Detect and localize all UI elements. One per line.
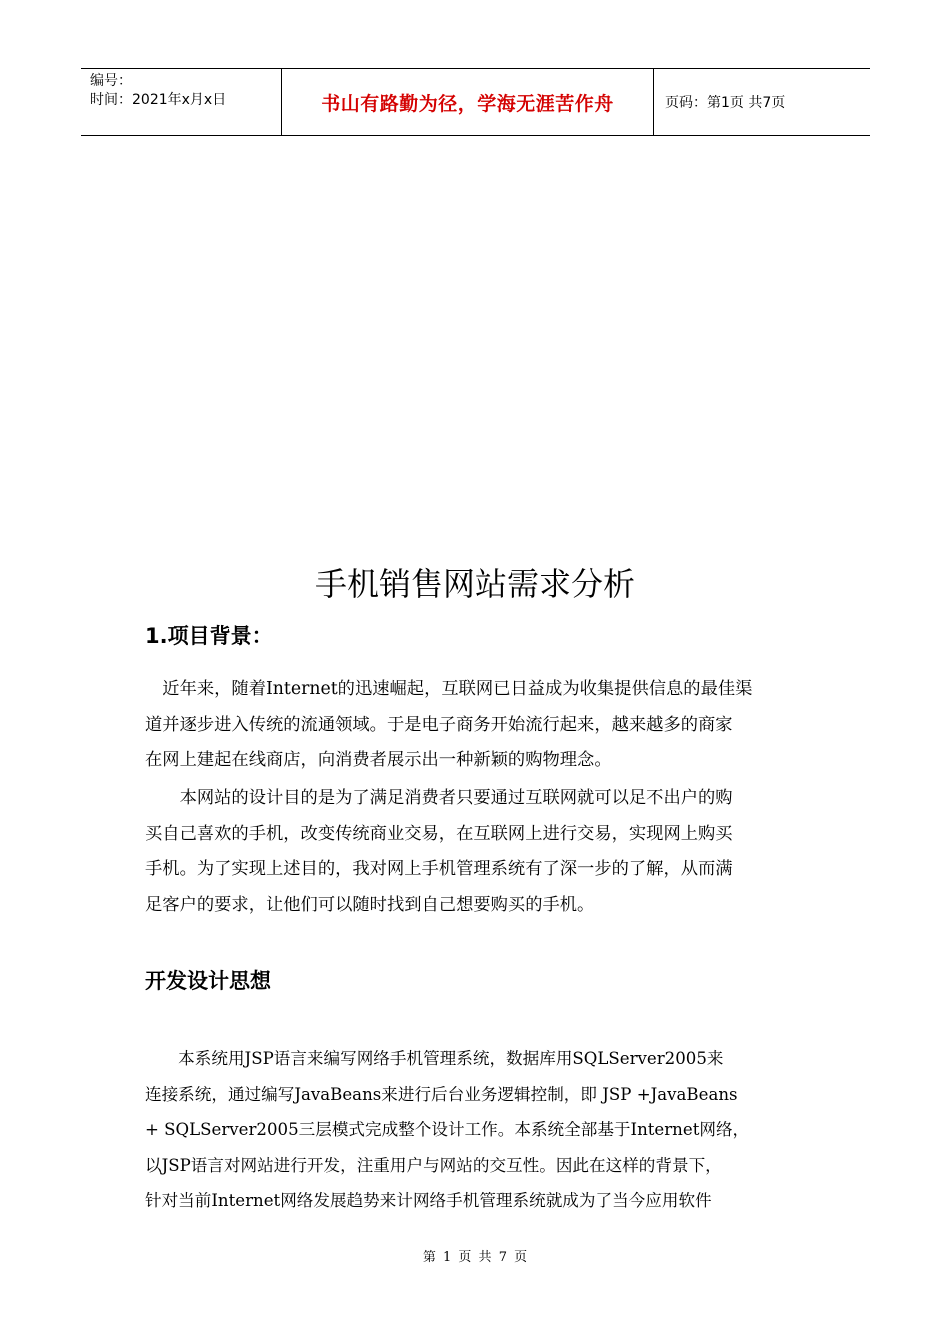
paragraph-line: 在网上建起在线商店，向消费者展示出一种新颖的购物理念。 bbox=[145, 750, 612, 770]
paragraph-line: + SQLServer2005三层模式完成整个设计工作。本系统全部基于Internet网络， bbox=[145, 1120, 750, 1139]
header-page-info: 页码：第1页 共7页 bbox=[665, 95, 786, 111]
paragraph-line: 以JSP语言对网站进行开发，注重用户与网站的交互性。因此在这样的背景下， bbox=[145, 1155, 722, 1175]
doc-time-label: 时间：2021年x月x日 bbox=[90, 92, 227, 108]
paragraph-line: 近年来，随着Internet的迅速崛起，互联网已日益成为收集提供信息的最佳渠 bbox=[145, 679, 753, 699]
paragraph-line: 买自己喜欢的手机，改变传统商业交易，在互联网上进行交易，实现网上购买 bbox=[145, 823, 733, 844]
paragraph-line: 道并逐步进入传统的流通领域。于是电子商务开始流行起来，越来越多的商家 bbox=[145, 714, 733, 735]
doc-number-label: 编号： bbox=[90, 73, 132, 89]
paragraph-line: 足客户的要求，让他们可以随时找到自己想要购买的手机。 bbox=[145, 894, 595, 915]
header-motto: 书山有路勤为径，学海无涯苦作舟 bbox=[281, 69, 654, 135]
paragraph-background-2 bbox=[145, 781, 808, 923]
paragraph-line: 连接系统，通过编写JavaBeans来进行后台业务逻辑控制，即 JSP +JavaBeans bbox=[145, 1084, 738, 1104]
paragraph-background-1 bbox=[145, 672, 808, 779]
section-heading-design: 开发设计思想 bbox=[145, 969, 271, 993]
header-meta bbox=[81, 69, 281, 135]
paragraph-line: 针对当前Internet网络发展趋势来计网络手机管理系统就成为了当今应用软件 bbox=[145, 1191, 712, 1210]
page-header bbox=[81, 68, 870, 136]
paragraph-line: 手机。为了实现上述目的，我对网上手机管理系统有了深一步的了解，从而满 bbox=[145, 859, 733, 879]
paragraph-design bbox=[145, 1041, 808, 1219]
document-title: 手机销售网站需求分析 bbox=[314, 565, 635, 603]
paragraph-line: 本系统用JSP语言来编写网络手机管理系统，数据库用SQLServer2005来 bbox=[145, 1049, 724, 1068]
page-footer: 第 1 页 共 7 页 bbox=[422, 1250, 528, 1265]
paragraph-line: 本网站的设计目的是为了满足消费者只要通过互联网就可以足不出户的购 bbox=[145, 788, 733, 808]
section-heading-background: 1.项目背景： bbox=[145, 624, 273, 648]
